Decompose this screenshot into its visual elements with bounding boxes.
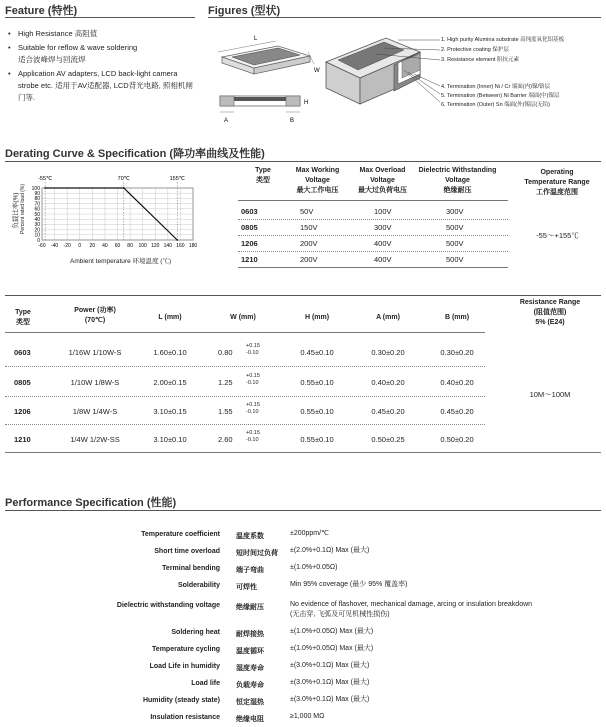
dim-W: W bbox=[314, 68, 320, 74]
dim-B: B bbox=[290, 118, 295, 124]
vt-row-working: 200V bbox=[300, 239, 318, 248]
dt-row-W: 1.55 bbox=[218, 407, 233, 416]
derating-rule bbox=[5, 161, 601, 162]
chart-y-tick-label: 70 bbox=[34, 201, 40, 208]
chart-y-tick-label: 30 bbox=[34, 222, 40, 229]
chip-side-view bbox=[220, 96, 300, 112]
chart-x-ticks bbox=[38, 243, 197, 249]
dt-row-A: 0.40±0.20 bbox=[371, 378, 405, 387]
perf-label-zh: 绝缘电阻 bbox=[236, 716, 264, 723]
perf-label-zh: 耐焊接热 bbox=[236, 631, 264, 638]
vt-row-working: 200V bbox=[300, 255, 318, 264]
vt-header-overload: Max Overload Voltage 最大过负荷电压 bbox=[358, 167, 407, 194]
dt-header-power: Power (功率) (70℃) bbox=[74, 307, 116, 324]
chart-ylabel-en: Percent rated load (%) bbox=[20, 183, 26, 235]
callout-5: 5. Termination (Between) Ni Barrier 端面(中)镍层 bbox=[441, 93, 560, 99]
chart-ylabel-zh: 负载比率(%) bbox=[12, 192, 20, 229]
dt-row-type: 0805 bbox=[14, 378, 31, 387]
dt-row-type: 1206 bbox=[14, 407, 31, 416]
chart-y-tick-label: 40 bbox=[34, 217, 40, 223]
perf-value: ±(2.0%+0.1Ω) Max (最大) bbox=[290, 547, 370, 554]
chart-marker-label: -55℃ bbox=[38, 176, 53, 182]
figures-title: Figures (型状) bbox=[208, 5, 281, 17]
chip-cross-section bbox=[326, 38, 440, 104]
perf-label-en: Solderability bbox=[177, 582, 220, 589]
vt-row-type: 1206 bbox=[241, 239, 258, 248]
feature-list bbox=[8, 28, 196, 106]
dt-row-H: 0.55±0.10 bbox=[300, 378, 334, 387]
chart-y-tick-label: 60 bbox=[34, 206, 40, 213]
vt-row-working: 150V bbox=[300, 223, 318, 232]
perf-label-zh: 端子弯曲 bbox=[236, 567, 264, 574]
derating-title: Derating Curve & Specification (降功率曲线及性能) bbox=[5, 148, 265, 160]
perf-value: ±(3.0%+0.1Ω) Max (最大) bbox=[290, 662, 370, 669]
chart-x-tick-label: 60 bbox=[114, 243, 121, 249]
chart-x-tick-label: 80 bbox=[127, 243, 133, 249]
chart-marker-label: 155℃ bbox=[169, 176, 185, 182]
chart-point bbox=[44, 187, 46, 189]
vt-row-type: 1210 bbox=[241, 255, 258, 264]
callout-3: 3. Resistance element 阻抗元素 bbox=[441, 57, 519, 63]
vt-row-overload: 100V bbox=[374, 207, 392, 216]
dt-row-B: 0.30±0.20 bbox=[440, 348, 474, 357]
chart-y-tick-label: 100 bbox=[31, 185, 40, 192]
perf-value: ±(3.0%+0.1Ω) Max (最大) bbox=[290, 679, 370, 686]
vt-row-working: 50V bbox=[300, 207, 314, 216]
vt-row-type: 0603 bbox=[241, 207, 258, 216]
dt-row-power: 1/4W 1/2W-SS bbox=[70, 435, 120, 444]
perf-label-zh: 恒定湿热 bbox=[236, 699, 264, 706]
chart-x-tick-label: -20 bbox=[63, 243, 71, 249]
callout-6: 6. Termination (Outer) Sn 端面(外)锡层(无铅) bbox=[441, 102, 551, 108]
dt-row-L: 3.10±0.10 bbox=[153, 435, 187, 444]
perf-value: ±(1.0%+0.05Ω) Max (最大) bbox=[290, 628, 374, 635]
figures-rule bbox=[208, 17, 601, 18]
vt-row-type: 0805 bbox=[241, 223, 258, 232]
perf-value: Min 95% coverage (最少 95% 覆盖率) bbox=[290, 581, 408, 588]
dt-resistance-range: 10M～100M bbox=[529, 390, 571, 399]
perf-label-en: Temperature coefficient bbox=[141, 531, 220, 538]
dt-row-type: 1210 bbox=[14, 435, 31, 444]
perf-label-en: Insulation resistance bbox=[150, 714, 220, 721]
perf-label-en: Temperature cycling bbox=[152, 646, 220, 653]
dt-header-resistance: Resistance Range (阻值范围) 5% (E24) bbox=[519, 299, 581, 326]
dt-header-type: Type 类型 bbox=[15, 309, 31, 326]
perf-label-zh: 湿度寿命 bbox=[236, 665, 264, 672]
dt-row-H: 0.45±0.10 bbox=[300, 348, 334, 357]
callout-1: 1. High purity Alumina substrate 高纯度氧化铝基板 bbox=[441, 37, 565, 43]
chart-x-tick-label: 180 bbox=[188, 243, 198, 249]
dt-header-A: A (mm) bbox=[376, 314, 400, 321]
chart-x-tick-label: 20 bbox=[89, 243, 96, 249]
derating-chart bbox=[28, 170, 203, 258]
chart-y-tick-label: 50 bbox=[34, 211, 40, 218]
dt-row-W-tol-plus: +0.15 bbox=[246, 373, 260, 379]
callout-2: 2. Protective coating 保护层 bbox=[441, 47, 509, 53]
perf-label-zh: 绝缘耐压 bbox=[236, 604, 264, 611]
feature-item: • Application AV adapters, LCD back-light camera strobe etc. 适用于AV适配器, LCD背光电路, 照相机闸门等. bbox=[8, 68, 196, 104]
vt-row-dielectric: 500V bbox=[446, 239, 464, 248]
perf-value: ±(3.0%+0.1Ω) Max (最大) bbox=[290, 696, 370, 703]
dt-row-W-tol-minus: -0.10 bbox=[246, 350, 259, 356]
chart-point bbox=[123, 187, 125, 189]
vt-row-overload: 400V bbox=[374, 239, 392, 248]
perf-label-en: Short time overload bbox=[154, 548, 220, 555]
perf-label-zh: 可焊性 bbox=[236, 584, 257, 591]
dt-row-B: 0.40±0.20 bbox=[440, 378, 474, 387]
feature-item: • High Resistance 高阻值 bbox=[8, 28, 196, 40]
chart-grid bbox=[42, 188, 193, 240]
chart-x-tick-label: 140 bbox=[163, 243, 173, 249]
chart-point bbox=[176, 239, 178, 241]
dt-row-W: 0.80 bbox=[218, 348, 233, 357]
perf-label-en: Soldering heat bbox=[171, 629, 220, 636]
perf-label-zh: 温度循环 bbox=[236, 648, 264, 655]
dt-row-W-tol-minus: -0.10 bbox=[246, 380, 259, 386]
chart-x-tick-label: -60 bbox=[38, 243, 46, 249]
dim-H: H bbox=[304, 100, 309, 106]
dt-row-B: 0.50±0.20 bbox=[440, 435, 474, 444]
dt-row-W-tol-minus: -0.10 bbox=[246, 409, 259, 415]
dt-row-W-tol-minus: -0.10 bbox=[246, 437, 259, 443]
feature-rule bbox=[5, 17, 195, 18]
callout-4: 4. Termination (Inner) Ni / Cr 端面(内)镍/铬层 bbox=[441, 84, 551, 90]
chart-x-tick-label: 40 bbox=[102, 243, 108, 249]
dim-L: L bbox=[254, 36, 258, 42]
chart-marker-label: 70℃ bbox=[117, 176, 130, 182]
perf-value: ±200ppm/℃ bbox=[290, 530, 329, 537]
dt-row-A: 0.45±0.20 bbox=[371, 407, 405, 416]
vt-row-dielectric: 500V bbox=[446, 223, 464, 232]
perf-value: No evidence of flashover, mechanical damage, arcing or insulation breakdown (无击穿, 飞弧及可见机械性损伤) bbox=[290, 601, 533, 618]
vt-row-dielectric: 300V bbox=[446, 207, 464, 216]
dt-header-B: B (mm) bbox=[444, 314, 470, 321]
chart-y-tick-label: 90 bbox=[34, 191, 40, 197]
vt-header-temp: Operating Temperature Range 工作温度范围 bbox=[524, 169, 590, 196]
dt-row-W: 2.60 bbox=[218, 435, 233, 444]
dt-row-type: 0603 bbox=[14, 348, 31, 357]
perf-label-en: Dielectric withstanding voltage bbox=[116, 602, 220, 609]
perf-label-zh: 短时间过负荷 bbox=[236, 550, 278, 557]
perf-label-zh: 温度系数 bbox=[236, 533, 264, 540]
chart-x-tick-label: -40 bbox=[50, 243, 59, 249]
perf-value: ±(1.0%+0.05Ω) Max (最大) bbox=[290, 645, 374, 652]
vt-row-overload: 300V bbox=[374, 223, 392, 232]
chip-top-view bbox=[218, 41, 314, 74]
feature-item: • Suitable for reflow & wave soldering 适合波峰焊与回流焊 bbox=[8, 42, 196, 66]
perf-label-zh: 负载寿命 bbox=[236, 682, 264, 689]
perf-label-en: Humidity (steady state) bbox=[142, 697, 220, 704]
vt-header-working: Max Working Voltage 最大工作电压 bbox=[295, 167, 340, 194]
dt-row-power: 1/8W 1/4W-S bbox=[72, 407, 118, 416]
dt-row-power: 1/10W 1/8W-S bbox=[70, 378, 120, 387]
perf-value: ≥1,000 MΩ bbox=[290, 713, 325, 720]
feature-title: Feature (特性) bbox=[5, 5, 78, 17]
chart-y-tick-label: 10 bbox=[34, 232, 40, 239]
dt-row-B: 0.45±0.20 bbox=[440, 407, 474, 416]
perf-label-en: Load Life in humidity bbox=[149, 663, 220, 670]
chart-x-tick-label: 160 bbox=[176, 243, 185, 249]
chart-x-tick-label: 0 bbox=[78, 243, 82, 249]
dt-row-W: 1.25 bbox=[218, 378, 233, 387]
chart-x-tick-label: 120 bbox=[151, 243, 160, 249]
perf-label-en: Load life bbox=[191, 680, 220, 687]
dt-header-L: L (mm) bbox=[158, 314, 182, 321]
dt-row-L: 1.60±0.10 bbox=[153, 348, 187, 357]
dt-row-W-tol-plus: +0.15 bbox=[246, 402, 260, 408]
perf-label-en: Terminal bending bbox=[162, 565, 220, 572]
chart-xlabel: Ambient temperature 环境温度 (℃) bbox=[70, 258, 172, 265]
vt-header-type: Type 类型 bbox=[255, 167, 271, 184]
chart-y-tick-label: 20 bbox=[34, 227, 40, 234]
dt-row-L: 3.10±0.15 bbox=[153, 407, 187, 416]
chart-y-ticks bbox=[32, 186, 41, 244]
performance-title: Performance Specification (性能) bbox=[5, 497, 177, 509]
vt-row-dielectric: 500V bbox=[446, 255, 464, 264]
vt-temp-range: -55～+155℃ bbox=[536, 231, 579, 240]
chart-y-tick-label: 80 bbox=[34, 196, 40, 203]
dt-row-H: 0.55±0.10 bbox=[300, 407, 334, 416]
dt-row-A: 0.30±0.20 bbox=[371, 348, 405, 357]
dt-row-L: 2.00±0.15 bbox=[153, 378, 187, 387]
dt-header-W: W (mm) bbox=[230, 314, 256, 321]
perf-value: ±(1.0%+0.05Ω) bbox=[290, 564, 338, 571]
dt-header-H: H (mm) bbox=[304, 314, 330, 321]
dim-A: A bbox=[224, 118, 229, 124]
dt-row-A: 0.50±0.25 bbox=[371, 435, 405, 444]
chart-top-marks bbox=[38, 176, 186, 240]
chart-y-tick-label: 0 bbox=[37, 237, 40, 244]
dt-row-H: 0.55±0.10 bbox=[300, 435, 334, 444]
chart-x-tick-label: 100 bbox=[138, 243, 147, 249]
dt-row-power: 1/16W 1/10W-S bbox=[68, 348, 122, 357]
vt-header-dielectric: Dielectric Withstanding Voltage 绝缘耐压 bbox=[418, 167, 497, 194]
vt-row-overload: 400V bbox=[374, 255, 392, 264]
dt-row-W-tol-plus: +0.15 bbox=[246, 343, 260, 349]
dt-row-W-tol-plus: +0.15 bbox=[246, 430, 260, 436]
